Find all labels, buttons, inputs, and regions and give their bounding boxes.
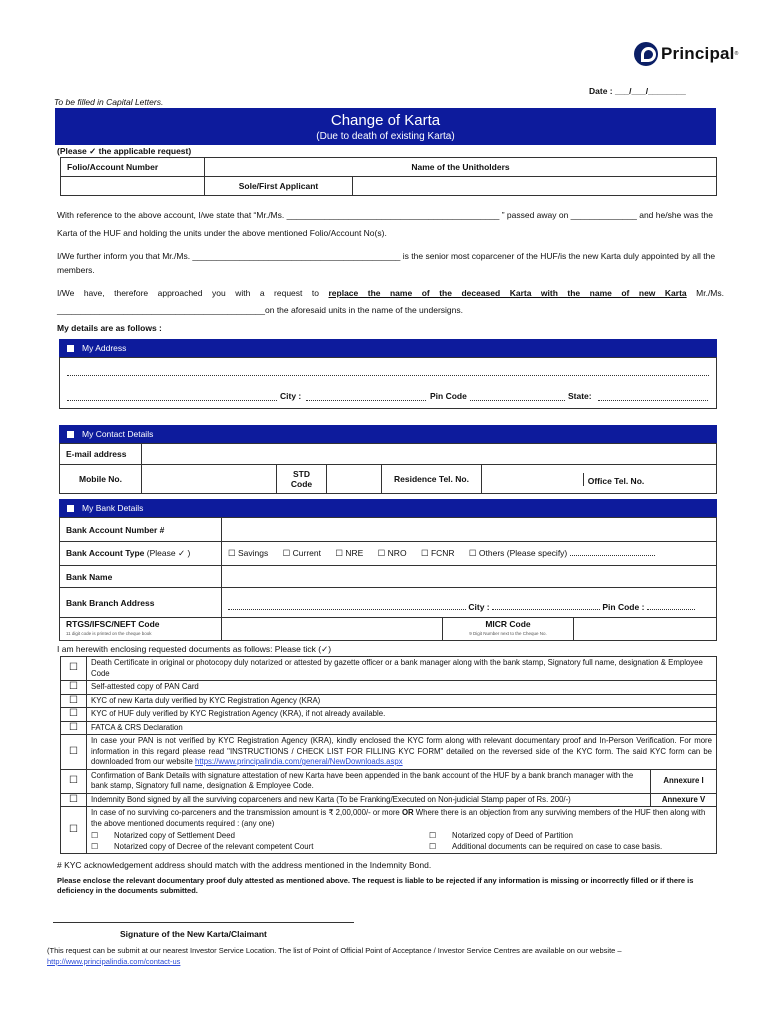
residence-tel-label: Residence Tel. No. [382, 465, 482, 494]
doc-last-text-a: In case of no surviving co-parceners and the transmission amount is ₹ 2,00,000/- or more [91, 808, 402, 817]
documents-table [60, 656, 717, 854]
declaration-para-2: I/We further inform you that Mr./Ms. ____________________________________________ is the senior most coparcener of the HUF/is the new Karta duly appointed by all the members. [57, 251, 716, 275]
contact-section-header [59, 425, 717, 443]
address-box[interactable] [59, 357, 717, 409]
address-state-input[interactable] [598, 400, 708, 401]
bank-section-header [59, 499, 717, 517]
sub-doc-checkbox-decree[interactable]: ☐ [91, 841, 98, 851]
bank-name-input[interactable] [222, 566, 717, 588]
documents-intro: I am herewith enclosing requested documents as follows: Please tick (✓) [57, 644, 332, 654]
current-checkbox[interactable]: ☐ Current [282, 548, 321, 558]
doc-checkbox-death-cert[interactable]: ☐ [61, 657, 87, 681]
annexure-v: Annexure V [651, 793, 717, 807]
address-section-header [59, 339, 717, 357]
folio-table [60, 157, 717, 196]
doc-last-text-b: Where there is an objection from any surviving members of the HUF then along with the above mentioned documents required : (any one) [91, 808, 706, 828]
kyc-address-note: # KYC acknowledgement address should match with the address mentioned in the Indemnity Bond. [57, 860, 432, 870]
address-state-label: State: [568, 391, 592, 401]
std-code-input[interactable] [327, 465, 382, 494]
micr-cell[interactable] [443, 618, 717, 641]
address-city-label: City : [280, 391, 302, 401]
address-line-2[interactable] [67, 400, 277, 401]
my-details-heading: My details are as follows : [57, 323, 162, 333]
principal-logo [634, 42, 738, 66]
doc-kyc-huf: KYC of HUF duly verified by KYC Registration Agency (KRA), if not already available. [87, 708, 717, 722]
nro-checkbox[interactable]: ☐ NRO [377, 548, 407, 558]
email-input[interactable] [142, 444, 717, 465]
doc-bank-confirm: Confirmation of Bank Details with signature attestation of new Karta have been appended in the bank account of the HUF by a bank branch manager with the bank stamp, Signatory full name, designation & Employee Code. [87, 769, 651, 793]
doc-indemnity: Indemnity Bond signed by all the surviving coparceners and new Karta (To be Franking/Executed on Non-judicial Stamp paper of Rs. 200/-) [87, 793, 651, 807]
residence-tel-input[interactable] [488, 473, 583, 486]
doc-checkbox-kyc-karta[interactable]: ☐ [61, 694, 87, 708]
bank-city-label: City : [468, 601, 490, 612]
address-pin-input[interactable] [470, 400, 565, 401]
folio-input[interactable] [61, 177, 205, 196]
capital-letters-note: To be filled in Capital Letters. [54, 97, 164, 107]
contact-us-link[interactable]: http://www.principalindia.com/contact-us [47, 956, 181, 966]
bank-acc-no-label: Bank Account Number # [60, 518, 222, 542]
declaration-para-1: With reference to the above account, I/we state that “Mr./Ms. _____________________________________________ ” passed away on ______________ and he/she was the Karta of the HUF and holding the units under the above mentioned Folio/Account No(s). [57, 210, 713, 238]
bank-branch-input[interactable] [222, 588, 717, 618]
bank-acc-no-input[interactable] [222, 518, 717, 542]
bank-pin-label: Pin Code : [602, 601, 645, 612]
page-title: Change of Karta [330, 112, 441, 129]
doc-no-coparceners [87, 807, 717, 854]
mobile-input[interactable] [142, 465, 277, 494]
sub-doc-partition: Notarized copy of Deed of Partition [452, 831, 573, 840]
doc-fatca: FATCA & CRS Declaration [87, 721, 717, 735]
doc-kyc-karta: KYC of new Karta duly verified by KYC Registration Agency (KRA) [87, 694, 717, 708]
address-line-1[interactable] [67, 375, 709, 376]
address-header-label: My Address [82, 343, 127, 353]
micr-label: MICR Code [485, 619, 531, 629]
footer-note [47, 946, 725, 967]
office-cell[interactable] [482, 465, 717, 494]
office-tel-label: Office Tel. No. [583, 473, 648, 486]
sub-doc-settlement: Notarized copy of Settlement Deed [114, 831, 235, 840]
sub-doc-decree: Notarized copy of Decree of the relevant competent Court [114, 841, 314, 851]
folio-label: Folio/Account Number [61, 158, 205, 177]
contact-table [59, 443, 717, 494]
date-field[interactable]: Date : ___/___/________ [589, 86, 686, 96]
doc-death-cert: Death Certificate in original or photocopy duly notarized or attested by gazette officer or a bank manager along with the bank stamp, Signatory full name, designation & Employee Code [87, 657, 717, 681]
checkbox-square-icon [67, 431, 74, 438]
doc-checkbox-bank-confirm[interactable]: ☐ [61, 769, 87, 793]
enclose-note: Please enclose the relevant documentary proof duly attested as mentioned above. The request is liable to be rejected if any information is missing or incorrectly filled or if there is deficiency in the documents submitted. [57, 876, 694, 895]
bank-branch-label: Bank Branch Address [60, 588, 222, 618]
applicable-request-note: (Please ✓ the applicable request) [57, 146, 192, 156]
bank-name-label: Bank Name [60, 566, 222, 588]
std-code-label: STD Code [277, 465, 327, 494]
email-label: E-mail address [60, 444, 142, 465]
signature-line[interactable] [53, 922, 354, 923]
doc-checkbox-pan-not-verified[interactable]: ☐ [61, 735, 87, 770]
para3-underlined: replace the name of the deceased Karta with the name of new Karta [328, 288, 687, 298]
sole-applicant-label: Sole/First Applicant [205, 177, 353, 196]
rtgs-label: RTGS/IFSC/NEFT Code [66, 619, 160, 629]
sub-doc-checkbox-partition[interactable]: ☐ [429, 831, 436, 840]
address-city-input[interactable] [306, 400, 426, 401]
mobile-label: Mobile No. [60, 465, 142, 494]
para3-text-a: I/We have, therefore approached you with a request to [57, 288, 329, 298]
unitholders-label: Name of the Unitholders [205, 158, 717, 177]
doc-last-or: OR [401, 808, 414, 817]
para3-text-b: Mr./Ms. ____________________________________________on the aforesaid units in the name of the undersigns. [57, 288, 724, 315]
sub-doc-additional: Additional documents can be required on case to case basis. [452, 841, 663, 851]
doc-checkbox-indemnity[interactable]: ☐ [61, 793, 87, 807]
kyc-download-link[interactable]: https://www.principalindia.com/general/NewDownloads.aspx [195, 757, 403, 766]
doc-pan-copy: Self-attested copy of PAN Card [87, 681, 717, 695]
bank-header-label: My Bank Details [82, 503, 144, 513]
micr-note: 9 Digit Number next to the Cheque No. [469, 631, 547, 636]
rtgs-note: 11 digit code is printed on the cheque book [66, 631, 152, 636]
principal-logo-icon [634, 42, 658, 66]
declaration-para-3 [57, 285, 724, 319]
bank-table [59, 517, 717, 641]
contact-header-label: My Contact Details [82, 429, 154, 439]
checkbox-square-icon [67, 345, 74, 352]
sub-doc-checkbox-additional[interactable]: ☐ [429, 841, 436, 851]
rtgs-label-cell [60, 618, 222, 641]
bank-acc-type-options [222, 542, 717, 566]
footer-text: (This request can be submit at our nearest Investor Service Location. The list of Point of Official Point of Acceptance / Investor Service Centres are available on our website – [47, 946, 622, 955]
doc-checkbox-kyc-huf[interactable]: ☐ [61, 708, 87, 722]
doc-checkbox-fatca[interactable]: ☐ [61, 721, 87, 735]
doc-pan-not-verified [87, 735, 717, 770]
address-pin-label: Pin Code [430, 391, 467, 401]
rtgs-input[interactable] [222, 618, 443, 641]
page-subtitle: (Due to death of existing Karta) [316, 131, 455, 142]
annexure-i: Annexure I [651, 769, 717, 793]
savings-checkbox[interactable]: ☐ Savings [228, 548, 269, 558]
bank-acc-type-label-cell [60, 542, 222, 566]
nre-checkbox[interactable]: ☐ NRE [335, 548, 364, 558]
sole-applicant-input[interactable] [353, 177, 717, 196]
sub-doc-checkbox-settlement[interactable]: ☐ [91, 831, 98, 840]
bank-acc-type-note: (Please ✓ ) [146, 548, 191, 558]
doc-checkbox-no-coparceners[interactable]: ☐ [61, 807, 87, 854]
bank-acc-type-label: Bank Account Type [66, 548, 145, 558]
doc-pan-text: In case your PAN is not verified by KYC Registration Agency (KRA), kindly enclosed the KYC form along with relevant documentary proof and In-Person Verification. For more information in this regard please read "INSTRUCTIONS / CHECK LIST FOR FILLING KYC FORM" detailed on the reversed side of the KYC form. The said KYC form can be downloaded from our website [91, 736, 712, 766]
doc-checkbox-pan[interactable]: ☐ [61, 681, 87, 695]
brand-name: Principal [661, 44, 735, 63]
micr-input[interactable] [574, 618, 716, 640]
checkbox-square-icon [67, 505, 74, 512]
signature-label: Signature of the New Karta/Claimant [120, 929, 267, 939]
fcnr-checkbox[interactable]: ☐ FCNR [420, 548, 455, 558]
title-banner [55, 108, 716, 145]
brand-reg: ® [734, 51, 739, 57]
others-checkbox[interactable]: ☐ Others (Please specify) [469, 548, 655, 558]
